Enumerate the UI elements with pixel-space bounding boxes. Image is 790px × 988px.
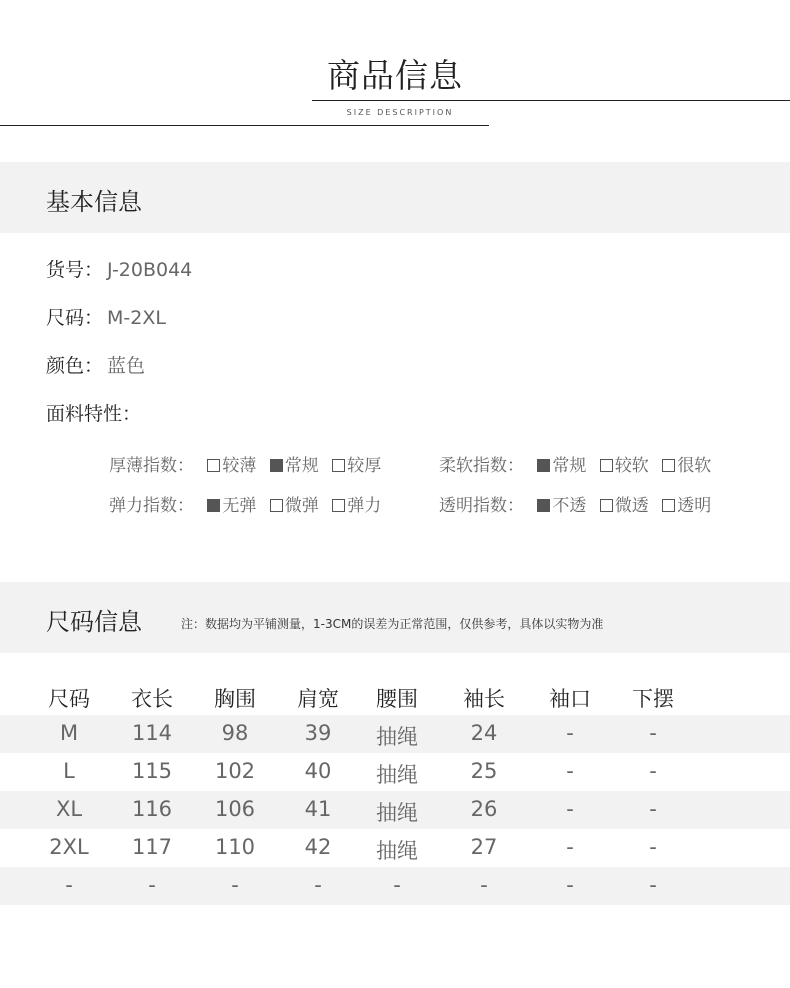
table-row [0, 791, 790, 829]
table-cell: 26 [470, 797, 498, 821]
checkbox-empty-icon [332, 459, 345, 472]
table-header-cell: 袖长 [463, 687, 505, 711]
page-title: 商品信息 [327, 56, 463, 95]
table-cell: 114 [131, 721, 173, 745]
table-row [0, 715, 790, 753]
table-cell: 39 [304, 721, 332, 745]
attr-option: 微弹 [270, 496, 319, 516]
attr-option: 不透 [537, 496, 586, 516]
table-cell: 抽绳 [376, 801, 418, 825]
checkbox-checked-icon [270, 459, 283, 472]
table-cell: 115 [131, 759, 173, 783]
table-cell: L [63, 759, 75, 783]
attr-option: 透明 [662, 496, 711, 516]
title-divider-bottom [0, 125, 489, 126]
table-cell: - [393, 873, 401, 897]
table-cell: 2XL [49, 835, 89, 859]
table-header-cell: 衣长 [131, 687, 173, 711]
table-row [0, 753, 790, 791]
table-cell: 25 [470, 759, 498, 783]
table-cell: - [649, 835, 657, 859]
checkbox-checked-icon [207, 499, 220, 512]
table-row [0, 829, 790, 867]
table-cell: 41 [304, 797, 332, 821]
attr-option: 微透 [600, 496, 649, 516]
attr-option: 常规 [537, 456, 586, 476]
table-cell: - [148, 873, 156, 897]
table-cell: - [566, 835, 574, 859]
table-header-cell: 袖口 [549, 687, 591, 711]
info-row-fabric [46, 399, 141, 426]
table-cell: - [566, 759, 574, 783]
attr-option: 无弹 [207, 496, 256, 516]
attr-option: 较软 [600, 456, 649, 476]
table-cell: 40 [304, 759, 332, 783]
attr-thickness [109, 451, 381, 476]
info-value: J-20B044 [107, 259, 193, 281]
table-cell: XL [55, 797, 83, 821]
table-cell: 42 [304, 835, 332, 859]
attr-label: 厚薄指数： [109, 456, 194, 476]
attr-option: 较薄 [207, 456, 256, 476]
table-cell: - [566, 797, 574, 821]
checkbox-empty-icon [662, 459, 675, 472]
size-info-title: 尺码信息 [46, 608, 142, 636]
attr-option: 较厚 [332, 456, 381, 476]
title-divider-top [312, 100, 790, 101]
checkbox-empty-icon [270, 499, 283, 512]
table-cell: 102 [214, 759, 256, 783]
attr-label: 柔软指数： [439, 456, 524, 476]
basic-info-title: 基本信息 [46, 188, 142, 216]
info-row-size [46, 303, 166, 330]
table-row [0, 867, 790, 905]
info-label: 颜色： [46, 355, 104, 377]
table-cell: M [59, 721, 79, 745]
info-label: 尺码： [46, 307, 104, 329]
table-header-cell: 尺码 [48, 687, 90, 711]
table-cell: - [566, 721, 574, 745]
attr-elasticity [109, 491, 381, 516]
size-table [0, 677, 790, 905]
table-header-cell: 肩宽 [297, 687, 339, 711]
table-cell: 抽绳 [376, 763, 418, 787]
table-cell: - [649, 721, 657, 745]
attr-softness [439, 451, 711, 476]
table-header-cell: 胸围 [214, 687, 256, 711]
info-label: 货号： [46, 259, 104, 281]
table-cell: 117 [131, 835, 173, 859]
table-cell: 24 [470, 721, 498, 745]
info-row-sku [46, 255, 192, 282]
basic-info-header [0, 162, 790, 233]
info-value: M-2XL [107, 307, 166, 329]
table-cell: - [480, 873, 488, 897]
size-info-header [0, 582, 790, 653]
checkbox-empty-icon [207, 459, 220, 472]
checkbox-checked-icon [537, 499, 550, 512]
table-cell: 98 [221, 721, 249, 745]
table-cell: - [649, 759, 657, 783]
checkbox-empty-icon [600, 459, 613, 472]
table-cell: 110 [214, 835, 256, 859]
attr-option: 弹力 [332, 496, 381, 516]
table-cell: 抽绳 [376, 725, 418, 749]
table-header-cell: 下摆 [632, 687, 674, 711]
table-cell: 106 [214, 797, 256, 821]
checkbox-empty-icon [662, 499, 675, 512]
checkbox-empty-icon [332, 499, 345, 512]
attr-option: 常规 [270, 456, 319, 476]
table-cell: 116 [131, 797, 173, 821]
table-cell: 27 [470, 835, 498, 859]
checkbox-checked-icon [537, 459, 550, 472]
checkbox-empty-icon [600, 499, 613, 512]
table-header-cell: 腰围 [376, 687, 418, 711]
table-header-row [0, 677, 790, 715]
info-value: 蓝色 [107, 355, 146, 377]
size-info-note: 注：数据均为平铺测量，1-3CM的误差为正常范围，仅供参考，具体以实物为准 [181, 617, 604, 631]
page-subtitle: SIZE DESCRIPTION [346, 108, 454, 117]
table-cell: - [65, 873, 73, 897]
table-cell: - [649, 797, 657, 821]
table-cell: 抽绳 [376, 839, 418, 863]
table-cell: - [314, 873, 322, 897]
table-cell: - [566, 873, 574, 897]
info-label: 面料特性： [46, 403, 142, 425]
attr-transparency [439, 491, 711, 516]
table-cell: - [649, 873, 657, 897]
attr-label: 透明指数： [439, 496, 524, 516]
attr-option: 很软 [662, 456, 711, 476]
table-cell: - [231, 873, 239, 897]
attr-label: 弹力指数： [109, 496, 194, 516]
info-row-color [46, 351, 145, 378]
